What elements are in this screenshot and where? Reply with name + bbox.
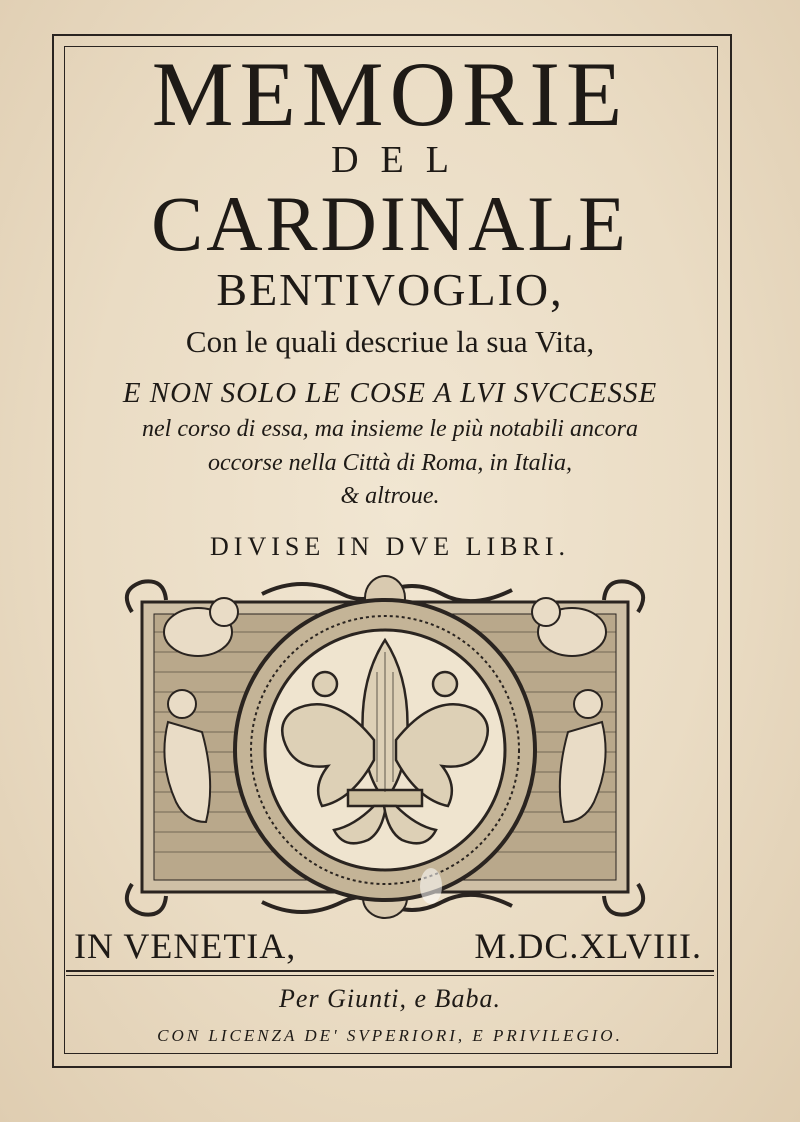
- title-bentivoglio: BENTIVOGLIO,: [216, 264, 564, 315]
- imprint-rule-thin: [66, 975, 714, 976]
- paper-damage-mark: [420, 868, 442, 904]
- imprint-place: IN VENETIA,: [74, 926, 297, 966]
- imprint-year: M.DC.XLVIII.: [474, 926, 702, 966]
- printers-device-woodcut: [112, 572, 658, 924]
- imprint-rule-thick: [66, 970, 714, 972]
- license-line: CON LICENZA DE' SVPERIORI, E PRIVILEGIO.: [157, 1026, 623, 1045]
- imprint-line: [70, 926, 710, 966]
- subtitle-italic-line-2: occorse nella Città di Roma, in Italia,: [208, 450, 572, 476]
- subtitle-caps-line: E NON SOLO LE COSE A LVI SVCCESSE: [122, 377, 658, 409]
- title-memorie: MEMORIE: [151, 43, 629, 145]
- printer-line: Per Giunti, e Baba.: [279, 984, 501, 1013]
- subtitle-italic-line-1: nel corso di essa, ma insieme le più notabili ancora: [142, 416, 638, 442]
- title-del: DEL: [331, 139, 471, 181]
- subtitle-italic-line-3: & altroue.: [340, 483, 440, 509]
- title-cardinale: CARDINALE: [151, 180, 629, 267]
- subtitle-line: Con le quali descriue la sua Vita,: [185, 324, 595, 359]
- divisions-line: DIVISE IN DVE LIBRI.: [210, 532, 570, 561]
